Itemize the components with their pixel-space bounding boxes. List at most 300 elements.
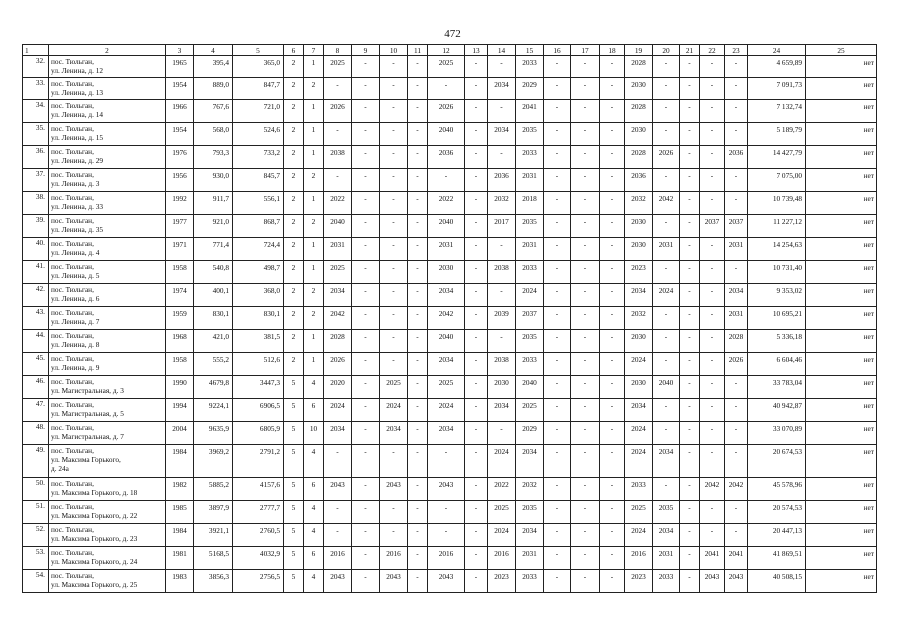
cell: -: [571, 307, 600, 330]
year-built-cell: 1974: [166, 284, 194, 307]
cell: 2029: [516, 78, 544, 100]
cell: 2020: [324, 376, 352, 399]
cell: -: [653, 215, 680, 238]
cell: 2024: [516, 284, 544, 307]
cell: 2035: [516, 330, 544, 353]
cell: -: [725, 399, 748, 422]
row-number: 42.: [23, 284, 49, 307]
cell: -: [380, 445, 408, 478]
address-line: ул. Ленина, д. 33: [51, 202, 104, 211]
cell: -: [571, 215, 600, 238]
cell: -: [600, 547, 625, 570]
cell: -: [324, 501, 352, 524]
row-number: 41.: [23, 261, 49, 284]
cell: -: [700, 524, 725, 547]
cell: -: [653, 123, 680, 146]
area-cell: 4032,9: [233, 547, 284, 570]
cell: 2040: [516, 376, 544, 399]
cost-cell: 33 070,89: [748, 422, 806, 445]
cell: 2024: [324, 399, 352, 422]
cell: -: [600, 330, 625, 353]
cell: -: [600, 146, 625, 169]
flag-cell: нет: [806, 399, 877, 422]
area-cell: 733,2: [233, 146, 284, 169]
cell: 2: [284, 78, 304, 100]
cell: 2026: [324, 100, 352, 123]
cell: 5: [284, 376, 304, 399]
row-number: 44.: [23, 330, 49, 353]
cell: -: [544, 261, 571, 284]
flag-cell: нет: [806, 445, 877, 478]
cell: -: [544, 123, 571, 146]
column-header-8: 8: [324, 45, 352, 56]
area-cell: 721,0: [233, 100, 284, 123]
area-cell: 2756,5: [233, 570, 284, 593]
address-line: ул. Магистральная, д. 3: [51, 386, 124, 395]
year-built-cell: 1992: [166, 192, 194, 215]
cell: -: [700, 261, 725, 284]
address-cell: [49, 330, 166, 353]
cell: -: [352, 123, 380, 146]
cell: -: [700, 284, 725, 307]
cell: 2028: [324, 330, 352, 353]
cell: -: [700, 330, 725, 353]
row-number: 47.: [23, 399, 49, 422]
year-built-cell: 1990: [166, 376, 194, 399]
cell: -: [600, 56, 625, 78]
cell: 2034: [725, 284, 748, 307]
cell: 2028: [625, 146, 653, 169]
cell: -: [700, 422, 725, 445]
row-number: 39.: [23, 215, 49, 238]
area-cell: 4679,8: [194, 376, 233, 399]
cell: -: [680, 524, 700, 547]
year-built-cell: 1956: [166, 169, 194, 192]
address-line: пос. Тюльган,: [51, 57, 94, 66]
cell: -: [352, 399, 380, 422]
cell: -: [571, 169, 600, 192]
cell: 2023: [625, 261, 653, 284]
flag-cell: нет: [806, 478, 877, 501]
cell: 2041: [516, 100, 544, 123]
cell: 5: [284, 422, 304, 445]
cell: -: [465, 445, 488, 478]
year-built-cell: 1984: [166, 445, 194, 478]
cell: 2043: [380, 478, 408, 501]
cell: -: [680, 445, 700, 478]
cell: 2026: [324, 353, 352, 376]
flag-cell: нет: [806, 100, 877, 123]
row-number: 37.: [23, 169, 49, 192]
cell: -: [465, 307, 488, 330]
row-number: 45.: [23, 353, 49, 376]
cell: -: [680, 56, 700, 78]
cell: -: [408, 238, 428, 261]
cell: 2036: [625, 169, 653, 192]
address-cell: [49, 547, 166, 570]
cell: 2016: [428, 547, 465, 570]
cell: -: [653, 330, 680, 353]
cell: 2024: [625, 524, 653, 547]
cell: -: [600, 524, 625, 547]
row-number: 53.: [23, 547, 49, 570]
address-line: ул. Максима Горького, д. 25: [51, 580, 138, 589]
address-line: ул. Ленина, д. 5: [51, 271, 100, 280]
cell: -: [380, 524, 408, 547]
cell: 2: [284, 353, 304, 376]
area-cell: 889,0: [194, 78, 233, 100]
table-row: [23, 445, 877, 478]
area-cell: 847,7: [233, 78, 284, 100]
cost-cell: 41 869,51: [748, 547, 806, 570]
cell: 2026: [653, 146, 680, 169]
cost-cell: 6 604,46: [748, 353, 806, 376]
table-row: [23, 192, 877, 215]
cell: -: [725, 445, 748, 478]
cell: -: [352, 478, 380, 501]
area-cell: 830,1: [194, 307, 233, 330]
cell: 2035: [516, 215, 544, 238]
address-cell: [49, 501, 166, 524]
row-number: 46.: [23, 376, 49, 399]
cell: 2043: [380, 570, 408, 593]
row-number: 34.: [23, 100, 49, 123]
cell: 2016: [324, 547, 352, 570]
cell: -: [324, 169, 352, 192]
cell: -: [488, 56, 516, 78]
area-cell: 568,0: [194, 123, 233, 146]
cell: 2025: [380, 376, 408, 399]
cell: -: [544, 238, 571, 261]
cost-cell: 7 132,74: [748, 100, 806, 123]
cell: 2: [284, 192, 304, 215]
cell: -: [428, 524, 465, 547]
cell: -: [408, 284, 428, 307]
cell: -: [408, 570, 428, 593]
cell: 5: [284, 570, 304, 593]
area-cell: 921,0: [194, 215, 233, 238]
cell: -: [544, 445, 571, 478]
area-cell: 498,7: [233, 261, 284, 284]
table-row: [23, 78, 877, 100]
cell: 2032: [516, 478, 544, 501]
cell: -: [465, 478, 488, 501]
cell: -: [544, 501, 571, 524]
cell: -: [653, 78, 680, 100]
cell: -: [324, 445, 352, 478]
cell: -: [465, 524, 488, 547]
cell: 2043: [428, 570, 465, 593]
area-cell: 381,5: [233, 330, 284, 353]
address-line: пос. Тюльган,: [51, 262, 94, 271]
year-built-cell: 1985: [166, 501, 194, 524]
cell: -: [352, 307, 380, 330]
address-cell: [49, 78, 166, 100]
cell: 2033: [653, 570, 680, 593]
cell: 2030: [625, 376, 653, 399]
address-line: пос. Тюльган,: [51, 331, 94, 340]
cell: -: [600, 284, 625, 307]
flag-cell: нет: [806, 353, 877, 376]
cell: -: [408, 399, 428, 422]
cell: 2032: [625, 192, 653, 215]
cell: 2: [284, 238, 304, 261]
cell: -: [571, 238, 600, 261]
cell: -: [725, 56, 748, 78]
cell: -: [465, 169, 488, 192]
cell: -: [700, 146, 725, 169]
cell: 2042: [428, 307, 465, 330]
cell: 2034: [653, 445, 680, 478]
housing-table: [22, 44, 877, 593]
cell: 2035: [516, 123, 544, 146]
area-cell: 930,0: [194, 169, 233, 192]
cell: -: [465, 570, 488, 593]
address-line: ул. Ленина, д. 7: [51, 317, 100, 326]
cell: -: [680, 169, 700, 192]
address-line: д. 24а: [51, 464, 69, 473]
table-row: [23, 169, 877, 192]
area-cell: 830,1: [233, 307, 284, 330]
cell: -: [380, 215, 408, 238]
cell: 2024: [653, 284, 680, 307]
cell: 2036: [428, 146, 465, 169]
cell: -: [544, 547, 571, 570]
cell: -: [408, 330, 428, 353]
area-cell: 368,0: [233, 284, 284, 307]
cell: 2043: [324, 478, 352, 501]
cell: 1: [304, 192, 324, 215]
flag-cell: нет: [806, 192, 877, 215]
cell: 2025: [428, 56, 465, 78]
cost-cell: 40 942,87: [748, 399, 806, 422]
cell: 4: [304, 570, 324, 593]
area-cell: 524,6: [233, 123, 284, 146]
cell: 2034: [428, 353, 465, 376]
cell: 1: [304, 353, 324, 376]
flag-cell: нет: [806, 238, 877, 261]
cell: 2030: [625, 78, 653, 100]
cell: -: [408, 78, 428, 100]
cell: 2035: [516, 501, 544, 524]
cell: -: [544, 399, 571, 422]
cost-cell: 20 574,53: [748, 501, 806, 524]
cell: -: [700, 56, 725, 78]
address-line: пос. Тюльган,: [51, 101, 94, 110]
row-number: 33.: [23, 78, 49, 100]
column-header-23: 23: [725, 45, 748, 56]
cell: 2034: [380, 422, 408, 445]
cell: -: [680, 261, 700, 284]
cell: 2031: [725, 238, 748, 261]
cell: 2037: [516, 307, 544, 330]
cell: -: [544, 146, 571, 169]
cell: -: [352, 524, 380, 547]
cell: -: [571, 123, 600, 146]
cell: -: [544, 376, 571, 399]
cell: -: [352, 547, 380, 570]
address-line: ул. Ленина, д. 13: [51, 88, 104, 97]
area-cell: 395,4: [194, 56, 233, 78]
flag-cell: нет: [806, 146, 877, 169]
address-line: пос. Тюльган,: [51, 124, 94, 133]
cell: 2025: [516, 399, 544, 422]
cell: -: [571, 547, 600, 570]
cell: -: [380, 307, 408, 330]
cell: -: [680, 399, 700, 422]
cell: 2034: [488, 399, 516, 422]
column-header-16: 16: [544, 45, 571, 56]
cell: -: [352, 100, 380, 123]
column-header-11: 11: [408, 45, 428, 56]
cell: 2038: [488, 261, 516, 284]
column-header-10: 10: [380, 45, 408, 56]
cell: 2033: [625, 478, 653, 501]
cost-cell: 5 189,79: [748, 123, 806, 146]
cell: 2031: [725, 307, 748, 330]
cell: -: [680, 478, 700, 501]
cell: 2: [284, 100, 304, 123]
address-cell: [49, 284, 166, 307]
cell: 2031: [516, 169, 544, 192]
flag-cell: нет: [806, 547, 877, 570]
cell: 2034: [625, 399, 653, 422]
cell: 2: [284, 146, 304, 169]
year-built-cell: 1954: [166, 78, 194, 100]
cell: -: [600, 169, 625, 192]
cell: 2: [284, 56, 304, 78]
table-row: [23, 56, 877, 78]
year-built-cell: 1954: [166, 123, 194, 146]
row-number: 52.: [23, 524, 49, 547]
cell: -: [380, 169, 408, 192]
table-row: [23, 146, 877, 169]
cell: -: [600, 445, 625, 478]
cell: -: [725, 376, 748, 399]
cell: -: [600, 422, 625, 445]
cell: 5: [284, 478, 304, 501]
cell: 2: [304, 78, 324, 100]
cell: -: [380, 78, 408, 100]
cell: 2030: [625, 123, 653, 146]
cell: 2022: [428, 192, 465, 215]
cell: -: [544, 192, 571, 215]
cell: -: [571, 422, 600, 445]
address-cell: [49, 146, 166, 169]
cell: 2043: [725, 570, 748, 593]
cell: 2031: [516, 238, 544, 261]
cost-cell: 4 659,89: [748, 56, 806, 78]
cell: -: [465, 422, 488, 445]
cell: 6: [304, 478, 324, 501]
area-cell: 540,8: [194, 261, 233, 284]
cell: 2024: [428, 399, 465, 422]
cell: 1: [304, 261, 324, 284]
cell: -: [380, 261, 408, 284]
cell: -: [352, 376, 380, 399]
cell: -: [544, 307, 571, 330]
address-line: ул. Ленина, д. 9: [51, 363, 100, 372]
cell: 2030: [428, 261, 465, 284]
cell: -: [544, 353, 571, 376]
cell: -: [544, 284, 571, 307]
area-cell: 2760,5: [233, 524, 284, 547]
table-row: [23, 570, 877, 593]
cell: -: [544, 330, 571, 353]
address-line: ул. Ленина, д. 4: [51, 248, 100, 257]
address-cell: [49, 192, 166, 215]
cell: -: [465, 56, 488, 78]
cell: -: [700, 169, 725, 192]
column-header-6: 6: [284, 45, 304, 56]
flag-cell: нет: [806, 78, 877, 100]
cell: -: [428, 501, 465, 524]
cell: 2030: [488, 376, 516, 399]
row-number: 40.: [23, 238, 49, 261]
cell: -: [680, 192, 700, 215]
cell: -: [408, 353, 428, 376]
cell: -: [571, 570, 600, 593]
cell: 2025: [488, 501, 516, 524]
cell: -: [465, 353, 488, 376]
area-cell: 3897,9: [194, 501, 233, 524]
cell: 2042: [653, 192, 680, 215]
year-built-cell: 1994: [166, 399, 194, 422]
cost-cell: 7 091,73: [748, 78, 806, 100]
cell: 2: [304, 215, 324, 238]
cell: 5: [284, 501, 304, 524]
cell: -: [680, 146, 700, 169]
area-cell: 3969,2: [194, 445, 233, 478]
cell: -: [653, 422, 680, 445]
row-number: 36.: [23, 146, 49, 169]
year-built-cell: 1965: [166, 56, 194, 78]
column-header-18: 18: [600, 45, 625, 56]
cell: 2028: [625, 100, 653, 123]
cell: -: [408, 146, 428, 169]
cell: 2: [284, 215, 304, 238]
cell: -: [380, 56, 408, 78]
cell: 2033: [516, 570, 544, 593]
cell: 2024: [625, 353, 653, 376]
column-header-20: 20: [653, 45, 680, 56]
flag-cell: нет: [806, 215, 877, 238]
cell: 2028: [625, 56, 653, 78]
cell: 2038: [488, 353, 516, 376]
cell: 2033: [516, 261, 544, 284]
cell: -: [725, 78, 748, 100]
table-row: [23, 376, 877, 399]
cell: 1: [304, 330, 324, 353]
cell: 2: [284, 307, 304, 330]
column-header-2: 2: [49, 45, 166, 56]
cell: -: [544, 169, 571, 192]
cell: 2043: [324, 570, 352, 593]
cell: 5: [284, 399, 304, 422]
cell: -: [600, 478, 625, 501]
address-line: ул. Магистральная, д. 7: [51, 432, 124, 441]
cell: -: [408, 524, 428, 547]
cell: 2043: [700, 570, 725, 593]
cost-cell: 33 783,04: [748, 376, 806, 399]
cost-cell: 10 739,48: [748, 192, 806, 215]
cell: -: [653, 353, 680, 376]
cell: -: [465, 547, 488, 570]
cell: -: [352, 261, 380, 284]
cell: 4: [304, 445, 324, 478]
table-row: [23, 501, 877, 524]
cell: -: [544, 478, 571, 501]
